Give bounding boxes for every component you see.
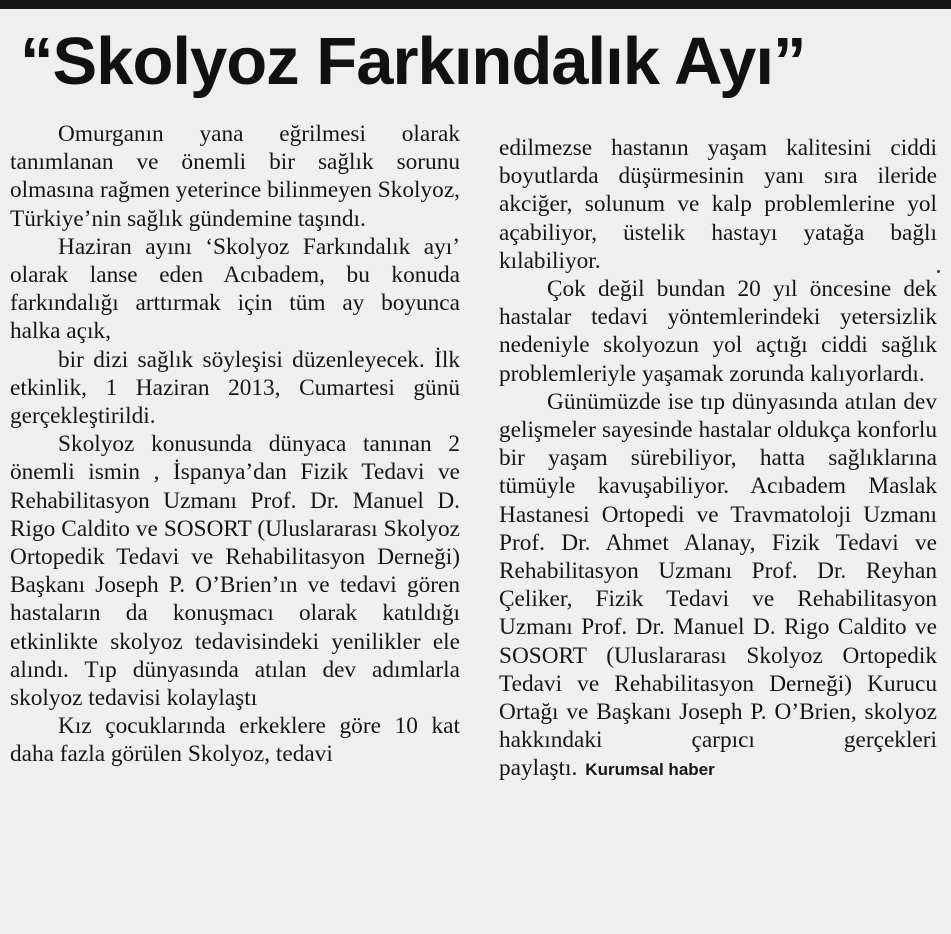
- article-column-left: [10, 120, 460, 769]
- paragraph-continuation: edilmezse hastanın yaşam kalitesini ciddi boyutlarda düşürmesinin yanı sıra ileride akciğer, solunum ve kalp problemlerine yol açabiliyor, üstelik hastayı yatağa bağlı kılabiliyor.: [499, 135, 937, 274]
- paragraph-intro: Omurganın yana eğrilmesi olarak tanımlanan ve önemli bir sağlık sorunu olmasına rağmen yeterince bilinmeyen Skolyoz, Türkiye’nin sağlık gündemine taşındı.: [10, 121, 460, 232]
- paragraph-modern-treatment-text: Günümüzde ise tıp dünyasında atılan dev gelişmeler sayesinde hastalar oldukça konforlu bir yaşam sürebiliyor, hatta sağlıklarına tümüyle kavuşabiliyor. Acıbadem Maslak Hastanesi Ortopedi ve Travmatoloji Uzmanı Prof. Dr. Ahmet Alanay, Fizik Tedavi ve Rehabilitasyon Uzmanı Prof. Dr. Reyhan Çeliker, Fizik Tedavi ve Rehabilitasyon Uzmanı Prof. Dr. Manuel D. Rigo Caldito ve SOSORT (Uluslararası Skolyoz Ortopedik Tedavi ve Rehabilitasyon Derneği) Kurucu Ortağı ve Başkanı Joseph P. O’Brien, skolyoz hakkındaki çarpıcı gerçekleri paylaştı.: [499, 388, 937, 782]
- paragraph-awareness-month: Haziran ayını ‘Skolyoz Farkındalık ayı’ olarak lanse eden Acıbadem, bu konuda farkındalığı arttırmak için tüm ay boyunca halka açık,: [10, 233, 460, 345]
- print-speck: [937, 270, 940, 273]
- article-column-right: [499, 134, 937, 785]
- paragraph-speakers: Skolyoz konusunda dünyaca tanınan 2 önemli ismin , İspanya’dan Fizik Tedavi ve Rehabilitasyon Uzmanı Prof. Dr. Manuel D. Rigo Caldito ve SOSORT (Uluslararası Skolyoz Ortopedik Tedavi ve Rehabilitasyon Derneği) Başkanı Joseph P. O’Brien’ın ve tedavi gören hastaların da konuşmacı olarak katıldığı etkinlikte skolyoz tedavisindeki yenilikler ele alındı. Tıp dünyasında atılan dev adımlarla skolyoz tedavisi kolaylaştı: [10, 431, 460, 712]
- paragraph-history: Çok değil bundan 20 yıl öncesine dek hastalar tedavi yöntemlerindeki yetersizlik nedeniyle skolyozun yol açtığı ciddi sağlık problemleriyle yaşamak zorunda kalıyorlardı.: [499, 276, 937, 387]
- byline: Kurumsal haber: [585, 760, 715, 780]
- headline: “Skolyoz Farkındalık Ayı”: [20, 24, 806, 99]
- paragraph-modern-treatment: [499, 388, 937, 785]
- paragraph-first-event: bir dizi sağlık söyleşisi düzenleyecek. İlk etkinlik, 1 Haziran 2013, Cumartesi günü gerçekleştirildi.: [10, 346, 460, 430]
- paragraph-girls-incidence: Kız çocuklarında erkeklere göre 10 kat daha fazla görülen Skolyoz, tedavi: [10, 713, 460, 768]
- top-border-rule: [0, 0, 951, 9]
